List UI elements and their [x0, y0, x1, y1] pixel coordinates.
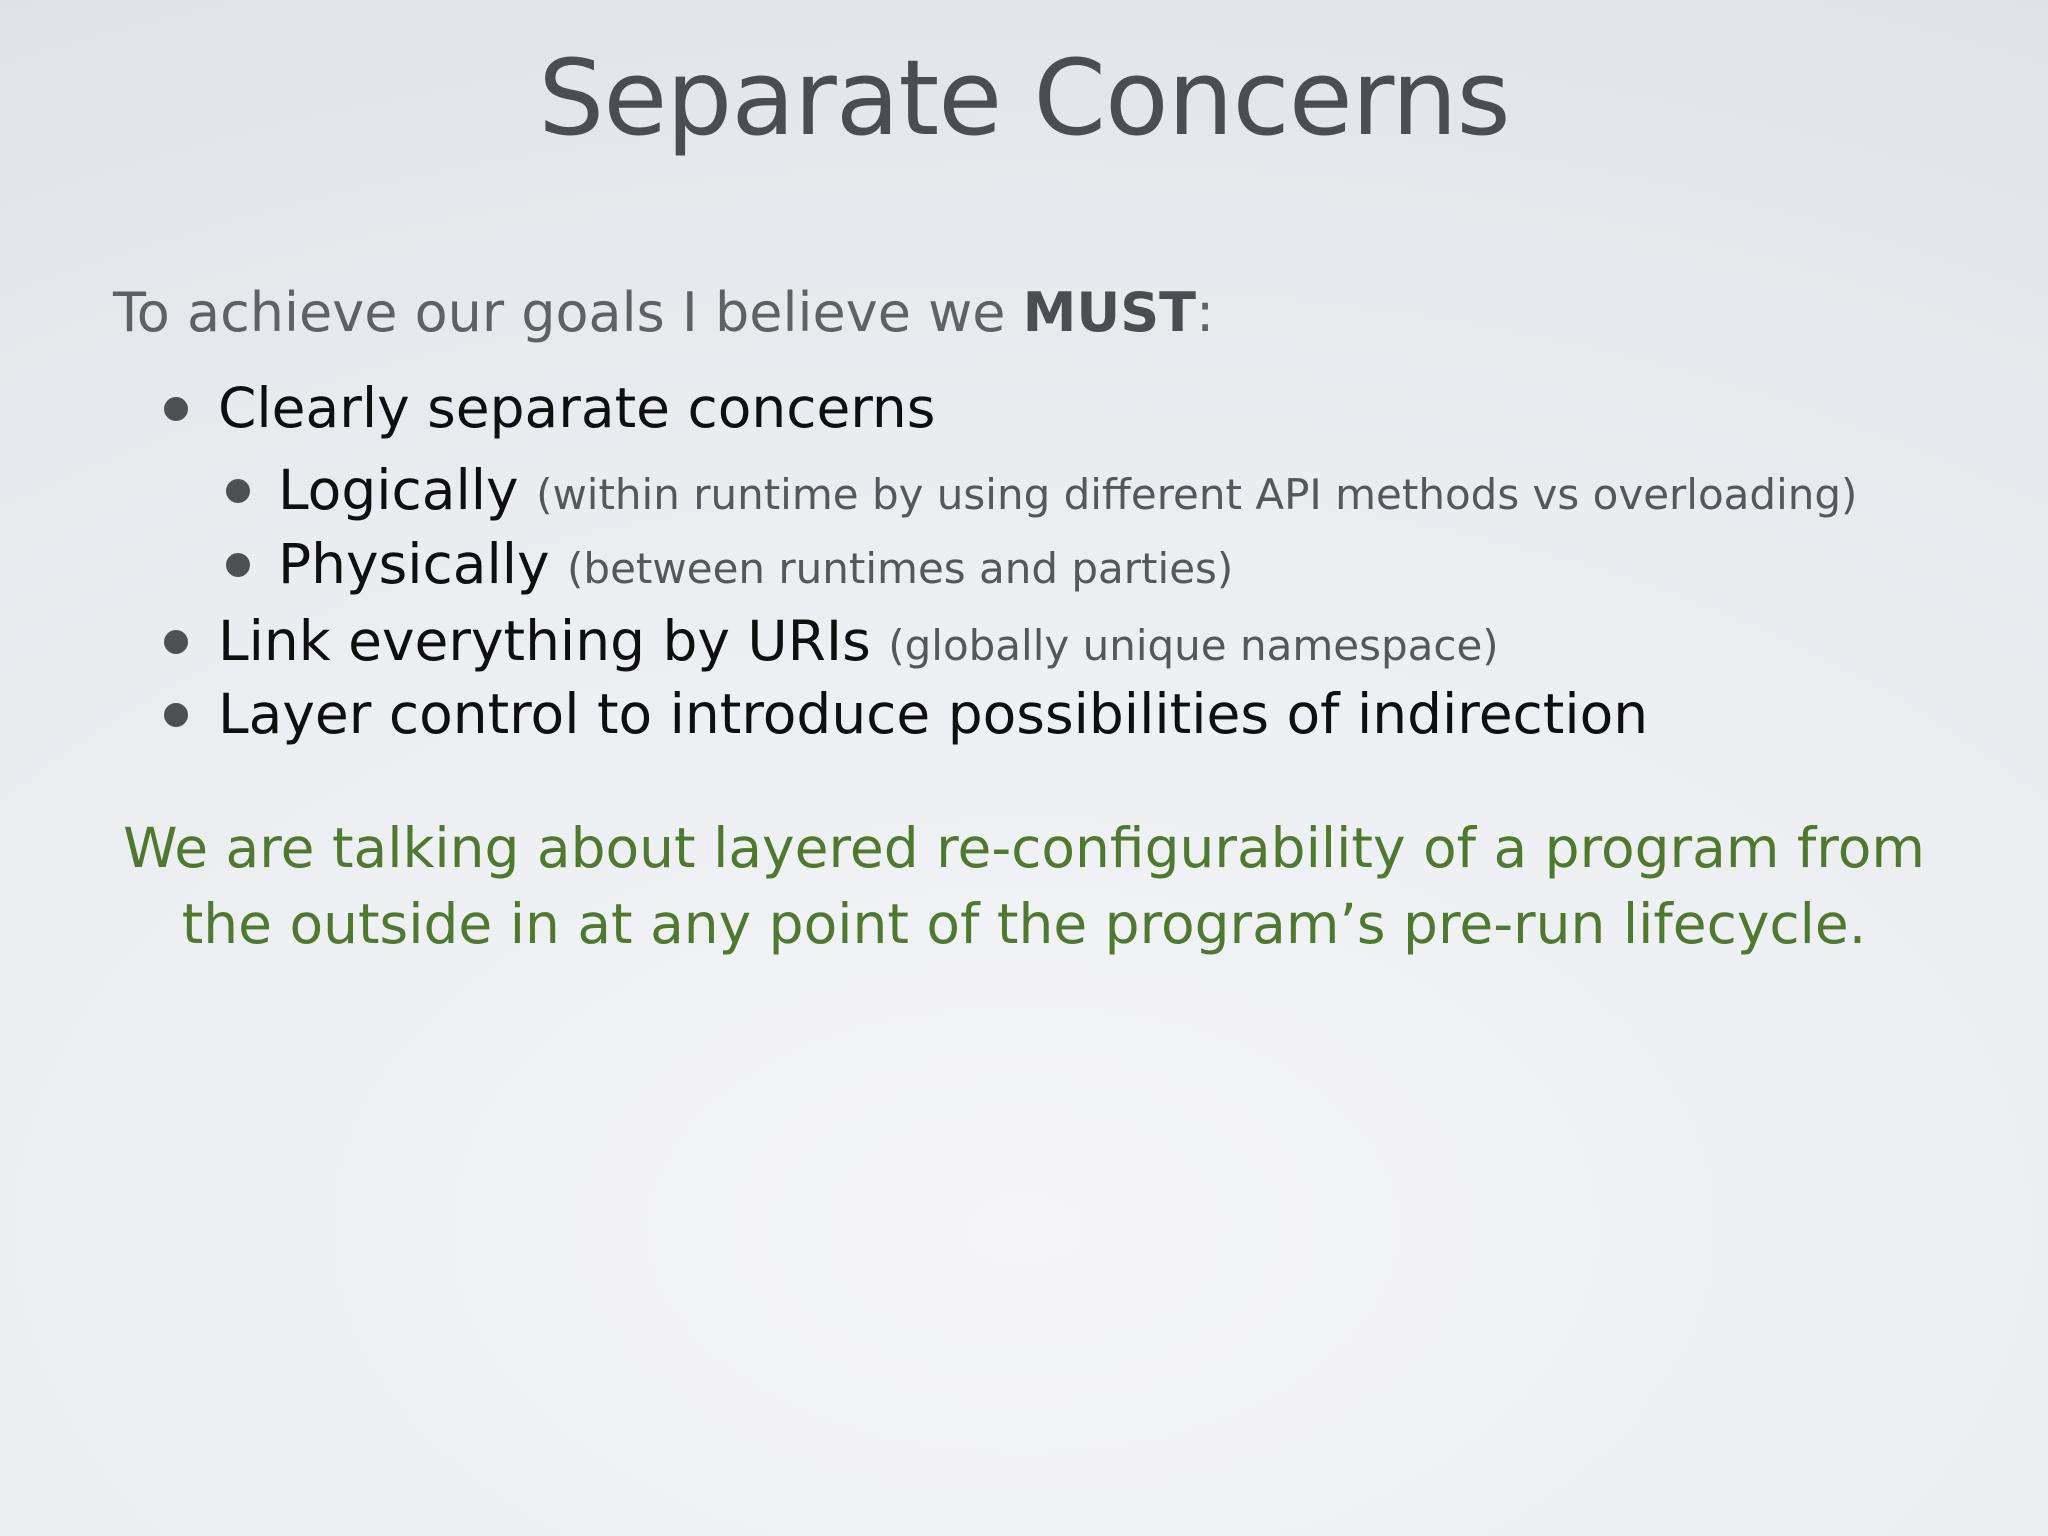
bullet-dot-icon: [164, 703, 188, 727]
bullet-aside: (globally unique namespace): [888, 621, 1499, 670]
bullet-aside: (between runtimes and parties): [567, 544, 1234, 593]
bullet-text: Physically: [278, 532, 550, 596]
sub-bullet-item-physically: [278, 529, 1233, 604]
bullet-item-link-uris: [218, 606, 1499, 681]
summary-statement: [0, 810, 2048, 962]
bullet-aside: (within runtime by using different API methods vs overloading): [536, 470, 1858, 519]
slide-title: Separate Concerns: [538, 37, 1510, 159]
intro-emphasis: MUST: [1022, 281, 1196, 344]
summary-line-1: We are talking about layered re-configurability of a program from: [123, 816, 1925, 880]
bullet-text: Clearly separate concerns: [218, 376, 936, 440]
sub-bullet-item-logically: [278, 455, 1857, 530]
bullet-text: Link everything by URIs: [218, 609, 871, 673]
bullet-item-separate-concerns: [218, 373, 935, 443]
bullet-item-layer-control: [218, 679, 1648, 749]
bullet-dot-icon: [226, 553, 250, 577]
bullet-text: Logically: [278, 458, 519, 522]
intro-text: To achieve our goals I believe we: [113, 281, 1023, 344]
summary-line-2: the outside in at any point of the program’s pre-run lifecycle.: [181, 892, 1867, 956]
intro-suffix: :: [1195, 281, 1215, 344]
bullet-dot-icon: [164, 397, 188, 421]
bullet-text: Layer control to introduce possibilities of indirection: [218, 682, 1649, 746]
bullet-dot-icon: [226, 479, 250, 503]
bullet-dot-icon: [164, 630, 188, 654]
intro-line: [113, 278, 1214, 348]
